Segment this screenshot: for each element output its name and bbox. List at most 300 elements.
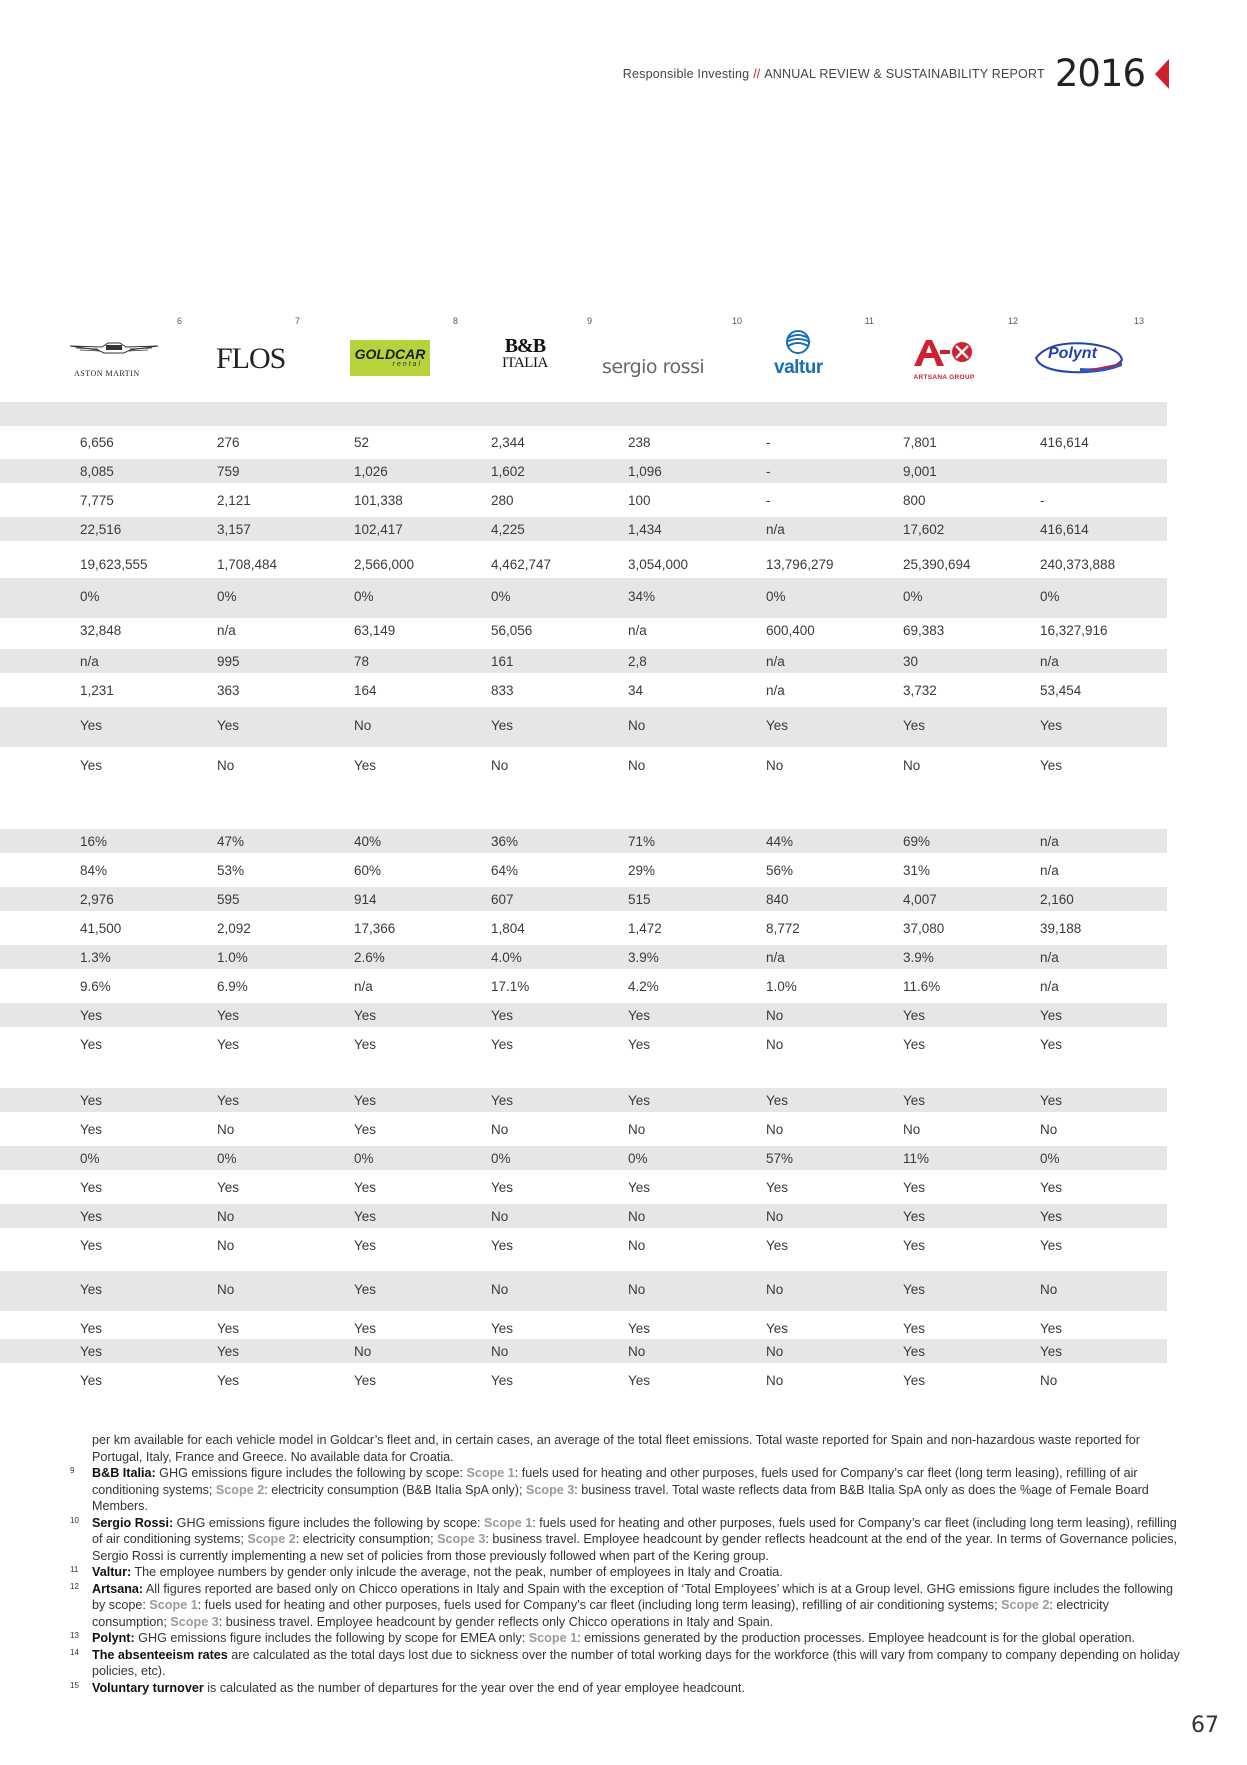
- table-cell: No: [628, 1282, 646, 1297]
- table-cell: 2,566,000: [354, 557, 415, 572]
- table-cell: Yes: [491, 1093, 514, 1108]
- table-cell: 164: [354, 683, 377, 698]
- table-cell: 759: [217, 464, 240, 479]
- table-cell: Yes: [491, 718, 514, 733]
- table-cell: No: [1040, 1282, 1058, 1297]
- table-cell: 1,804: [491, 921, 525, 936]
- report-title: ANNUAL REVIEW & SUSTAINABILITY REPORT: [764, 66, 1045, 81]
- table-cell: No: [217, 758, 235, 773]
- table-cell: No: [766, 1037, 784, 1052]
- footnote-15: 15 Voluntary turnover is calculated as the number of departures for the year over the end of year employee headcount.: [70, 1680, 745, 1695]
- table-cell: 1,434: [628, 522, 662, 537]
- table-cell: Yes: [354, 1093, 377, 1108]
- table-cell: Yes: [354, 1321, 377, 1336]
- table-cell: 3,732: [903, 683, 937, 698]
- table-cell: n/a: [766, 654, 785, 669]
- report-header: [623, 52, 1169, 95]
- table-cell: 1,096: [628, 464, 662, 479]
- table-cell: Yes: [903, 718, 926, 733]
- table-cell: 2,8: [628, 654, 647, 669]
- table-cell: -: [766, 435, 771, 450]
- table-cell: Yes: [766, 1238, 789, 1253]
- table-cell: No: [766, 1344, 784, 1359]
- table-cell: 2,092: [217, 921, 251, 936]
- table-cell: -: [1040, 493, 1045, 508]
- table-cell: 1.0%: [217, 950, 248, 965]
- flos-logo: FLOS: [216, 342, 286, 375]
- table-cell: Yes: [628, 1180, 651, 1195]
- table-cell: 1,472: [628, 921, 662, 936]
- table-cell: Yes: [80, 1209, 103, 1224]
- table-cell: Yes: [80, 718, 103, 733]
- table-cell: 53,454: [1040, 683, 1082, 698]
- table-row: [0, 858, 1167, 887]
- table-cell: Yes: [491, 1037, 514, 1052]
- table-cell: 16,327,916: [1040, 623, 1108, 638]
- table-cell: 9.6%: [80, 979, 111, 994]
- footnotes: [72, 1432, 1182, 1696]
- aston-martin-wordmark: ASTON MARTIN: [74, 369, 140, 378]
- table-cell: n/a: [766, 683, 785, 698]
- table-cell: n/a: [80, 654, 99, 669]
- table-cell: n/a: [1040, 863, 1059, 878]
- table-cell: Yes: [217, 1180, 240, 1195]
- table-cell: 995: [217, 654, 240, 669]
- table-cell: -: [766, 493, 771, 508]
- table-cell: Yes: [903, 1238, 926, 1253]
- sergio-rossi-logo: sergio rossi: [602, 356, 705, 378]
- table-cell: 6,656: [80, 435, 114, 450]
- table-cell: Yes: [80, 1180, 103, 1195]
- table-cell: Yes: [80, 1373, 103, 1388]
- table-cell: 39,188: [1040, 921, 1082, 936]
- table-cell: No: [1040, 1373, 1058, 1388]
- footnote-14: 14 The absenteeism rates are calculated as the total days lost due to sickness over the number of total working days for the workforce (this will vary from company to company depending on holiday policies, etc).: [70, 1647, 1180, 1678]
- table-cell: 78: [354, 654, 370, 669]
- table-cell: Yes: [80, 1321, 103, 1336]
- table-cell: No: [491, 1282, 509, 1297]
- table-row: [0, 829, 1167, 853]
- table-cell: Yes: [80, 1122, 103, 1137]
- table-cell: 47%: [217, 834, 245, 849]
- table-cell: 0%: [217, 1151, 237, 1166]
- footnote-10: 10 Sergio Rossi: GHG emissions figure includes the following by scope: Scope 1: fuels used for heating and other purposes, fuels used for Company’s car fleet (including long term leasing), refilling of air conditioning systems; Scope 2: electricity consumption; Scope 3: business travel. Employee headcount by gender reflects headcount at the end of the year. In terms of Governance policies, Sergio Rossi is currently implementing a new set of policies from those previously followed when part of the Kering group.: [70, 1515, 1178, 1563]
- footnote-8-continued: per km available for each vehicle model in Goldcar’s fleet and, in certain cases, an average of the total fleet emissions. Total waste reported for Spain and non-hazardous waste reported for Portugal, Italy, France and Greece. No available data for Croatia.: [92, 1433, 1140, 1464]
- table-cell: 31%: [903, 863, 931, 878]
- company-valtur: [760, 316, 880, 396]
- table-cell: No: [766, 758, 784, 773]
- table-row: [0, 1088, 1167, 1112]
- table-cell: Yes: [217, 1321, 240, 1336]
- table-cell: n/a: [354, 979, 373, 994]
- table-cell: No: [217, 1122, 235, 1137]
- table-row: [0, 1233, 1167, 1262]
- company-sergio-rossi: [600, 316, 748, 396]
- table-cell: 3.9%: [628, 950, 659, 965]
- footnote-12: 12 Artsana: All figures reported are based only on Chicco operations in Italy and Spain with the exception of ‘Total Employees’ which is at a Group level. GHG emissions figure includes the following by scope: Scope 1: fuels used for heating and other purposes, fuels used for Company’s car fleet (including long term leasing), refilling of air conditioning systems; Scope 2: electricity consumption; Scope 3: business travel. Employee headcount by gender reflects only Chicco operations in Italy and Spain.: [70, 1581, 1174, 1629]
- table-cell: 2.6%: [354, 950, 385, 965]
- table-cell: Yes: [1040, 1037, 1063, 1052]
- table-cell: 3.9%: [903, 950, 934, 965]
- table-cell: Yes: [766, 1321, 789, 1336]
- table-cell: Yes: [354, 1373, 377, 1388]
- table-row: [0, 887, 1167, 911]
- table-cell: 4,007: [903, 892, 937, 907]
- table-cell: 69,383: [903, 623, 945, 638]
- table-cell: Yes: [217, 718, 240, 733]
- table-cell: 84%: [80, 863, 108, 878]
- table-cell: Yes: [1040, 718, 1063, 733]
- table-cell: n/a: [1040, 834, 1059, 849]
- table-cell: 607: [491, 892, 514, 907]
- table-cell: Yes: [491, 1180, 514, 1195]
- table-cell: Yes: [354, 1238, 377, 1253]
- footnote-ref: 7: [294, 316, 300, 326]
- red-triangle-icon: [1155, 59, 1169, 89]
- table-cell: No: [628, 1344, 646, 1359]
- goldcar-subtext: rental: [392, 361, 422, 368]
- table-cell: 0%: [80, 1151, 100, 1166]
- table-row: [0, 1032, 1167, 1061]
- table-cell: 8,085: [80, 464, 114, 479]
- table-cell: Yes: [1040, 1008, 1063, 1023]
- table-cell: Yes: [903, 1037, 926, 1052]
- table-cell: 238: [628, 435, 651, 450]
- table-cell: 56,056: [491, 623, 533, 638]
- table-cell: 416,614: [1040, 522, 1089, 537]
- table-cell: 595: [217, 892, 240, 907]
- company-logos: [0, 316, 1170, 396]
- table-cell: No: [217, 1209, 235, 1224]
- table-cell: 17.1%: [491, 979, 530, 994]
- table-row: [0, 459, 1167, 483]
- table-cell: n/a: [628, 623, 647, 638]
- table-cell: Yes: [766, 718, 789, 733]
- section-title: Responsible Investing: [622, 66, 750, 81]
- footnote-13: 13 Polynt: GHG emissions figure includes the following by scope for EMEA only: Scope 1: emissions generated by the production processes. Employee headcount is for the global operation.: [70, 1631, 1136, 1645]
- table-cell: 1.0%: [766, 979, 797, 994]
- table-cell: 11%: [903, 1151, 930, 1166]
- table-row: [0, 1339, 1167, 1363]
- table-cell: 52: [354, 435, 370, 450]
- table-cell: No: [491, 758, 509, 773]
- table-cell: Yes: [80, 1344, 103, 1359]
- report-year: 2016: [1054, 52, 1145, 95]
- goldcar-wordmark: GOLDCAR: [354, 346, 426, 362]
- table-cell: 17,366: [354, 921, 396, 936]
- table-cell: Yes: [217, 1373, 240, 1388]
- table-cell: Yes: [1040, 1321, 1063, 1336]
- table-cell: Yes: [1040, 1093, 1063, 1108]
- table-cell: Yes: [1040, 758, 1063, 773]
- table-row: [0, 1175, 1167, 1204]
- company-polynt: [1030, 316, 1150, 396]
- table-cell: No: [354, 1344, 372, 1359]
- table-cell: Yes: [1040, 1238, 1063, 1253]
- table-cell: No: [628, 718, 646, 733]
- table-cell: Yes: [491, 1238, 514, 1253]
- table-cell: 515: [628, 892, 651, 907]
- table-cell: Yes: [628, 1373, 651, 1388]
- table-cell: 16%: [80, 834, 108, 849]
- table-cell: 280: [491, 493, 514, 508]
- table-cell: No: [766, 1008, 784, 1023]
- table-cell: 3,157: [217, 522, 251, 537]
- table-row: [0, 916, 1167, 945]
- table-cell: No: [628, 1122, 646, 1137]
- table-cell: No: [354, 718, 372, 733]
- table-cell: 7,801: [903, 435, 937, 450]
- table-cell: 71%: [628, 834, 656, 849]
- table-cell: No: [903, 1122, 921, 1137]
- valtur-wordmark: valtur: [774, 357, 823, 378]
- table-cell: Yes: [80, 1282, 103, 1297]
- table-cell: 2,121: [217, 493, 251, 508]
- table-cell: 9,001: [903, 464, 937, 479]
- table-cell: 240,373,888: [1040, 557, 1116, 572]
- table-cell: 40%: [354, 834, 382, 849]
- table-cell: 161: [491, 654, 514, 669]
- table-cell: Yes: [766, 1180, 789, 1195]
- table-cell: No: [903, 758, 921, 773]
- table-cell: Yes: [628, 1093, 651, 1108]
- table-cell: No: [491, 1122, 509, 1137]
- bb-italia-logo: [502, 336, 548, 371]
- table-cell: Yes: [903, 1008, 926, 1023]
- footnote-9: 9 B&B Italia: GHG emissions figure includes the following by scope: Scope 1: fuels used for heating and other purposes, fuels used for Company’s car fleet (long term leasing), refilling of air conditioning systems; Scope 2: electricity consumption (B&B Italia SpA only); Scope 3: business travel. Total waste reflects data from B&B Italia SpA only as does the %age of Female Board Members.: [70, 1466, 1149, 1513]
- table-cell: 32,848: [80, 623, 122, 638]
- table-cell: 1,708,484: [217, 557, 278, 572]
- table-cell: 36%: [491, 834, 519, 849]
- polynt-wordmark: Polynt: [1048, 345, 1097, 362]
- table-cell: Yes: [491, 1321, 514, 1336]
- table-cell: 100: [628, 493, 651, 508]
- table-cell: Yes: [80, 1008, 103, 1023]
- footnote-11: 11 Valtur: The employee numbers by gender only inlcude the average, not the peak, number of employees in Italy and Croatia.: [70, 1565, 783, 1579]
- table-cell: No: [628, 1238, 646, 1253]
- table-cell: -: [766, 464, 771, 479]
- table-cell: Yes: [903, 1209, 926, 1224]
- table-cell: Yes: [903, 1373, 926, 1388]
- table-cell: Yes: [903, 1180, 926, 1195]
- table-row: [0, 1117, 1167, 1146]
- company-flos: [186, 316, 306, 396]
- table-cell: 4.2%: [628, 979, 659, 994]
- table-cell: 4.0%: [491, 950, 522, 965]
- table-row: [0, 649, 1167, 673]
- table-cell: Yes: [80, 758, 103, 773]
- table-cell: 22,516: [80, 522, 122, 537]
- table-cell: 37,080: [903, 921, 945, 936]
- page-number: 67: [1191, 1713, 1219, 1738]
- footnote-ref: 8: [452, 316, 458, 326]
- table-cell: 0%: [217, 589, 237, 604]
- table-cell: Yes: [80, 1037, 103, 1052]
- table-cell: No: [217, 1238, 235, 1253]
- table-cell: 0%: [903, 589, 923, 604]
- table-cell: 0%: [80, 589, 100, 604]
- table-cell: No: [491, 1344, 509, 1359]
- artsana-wordmark: ARTSANA GROUP: [913, 374, 975, 381]
- table-cell: n/a: [1040, 654, 1059, 669]
- table-cell: n/a: [766, 950, 785, 965]
- aston-martin-logo: [68, 338, 160, 378]
- table-cell: Yes: [354, 1282, 377, 1297]
- table-cell: Yes: [628, 1037, 651, 1052]
- table-cell: Yes: [354, 1180, 377, 1195]
- table-cell: 19,623,555: [80, 557, 148, 572]
- table-row: [0, 707, 1167, 747]
- table-cell: 8,772: [766, 921, 800, 936]
- table-cell: Yes: [903, 1344, 926, 1359]
- table-cell: No: [1040, 1122, 1058, 1137]
- table-cell: No: [766, 1282, 784, 1297]
- table-cell: Yes: [491, 1373, 514, 1388]
- company-bb-italia: [478, 316, 598, 396]
- table-cell: No: [217, 1282, 235, 1297]
- footnote-ref: 10: [731, 316, 742, 326]
- table-cell: Yes: [354, 1122, 377, 1137]
- table-cell: 34%: [628, 589, 656, 604]
- table-cell: 63,149: [354, 623, 396, 638]
- table-cell: 34: [628, 683, 644, 698]
- table-cell: Yes: [628, 1008, 651, 1023]
- table-cell: 0%: [491, 1151, 511, 1166]
- table-cell: No: [491, 1209, 509, 1224]
- company-goldcar: [344, 316, 464, 396]
- table-cell: Yes: [217, 1008, 240, 1023]
- table-cell: Yes: [217, 1093, 240, 1108]
- table-cell: 0%: [491, 589, 511, 604]
- footnote-ref: 6: [176, 316, 182, 326]
- bb-wordmark: B&B: [504, 335, 546, 357]
- table-cell: Yes: [354, 1209, 377, 1224]
- table-cell: 0%: [1040, 1151, 1060, 1166]
- company-artsana: [904, 316, 1024, 396]
- table-cell: 41,500: [80, 921, 122, 936]
- table-cell: Yes: [80, 1238, 103, 1253]
- table-cell: 1,231: [80, 683, 114, 698]
- table-cell: 4,462,747: [491, 557, 552, 572]
- table-row: [0, 618, 1167, 649]
- table-cell: Yes: [491, 1008, 514, 1023]
- artsana-logo: [910, 338, 978, 381]
- table-cell: 64%: [491, 863, 519, 878]
- table-cell: n/a: [217, 623, 236, 638]
- table-cell: 25,390,694: [903, 557, 971, 572]
- table-row: [0, 1003, 1167, 1027]
- table-cell: Yes: [903, 1321, 926, 1336]
- table-cell: Yes: [217, 1344, 240, 1359]
- table-cell: 53%: [217, 863, 245, 878]
- table-cell: 2,344: [491, 435, 525, 450]
- table-cell: Yes: [354, 1008, 377, 1023]
- table-cell: 800: [903, 493, 926, 508]
- table-row: [0, 974, 1167, 1003]
- artsana-a-icon: [910, 338, 978, 368]
- table-row: [0, 1204, 1167, 1228]
- table-cell: 2,976: [80, 892, 114, 907]
- table-row: [0, 1368, 1167, 1397]
- table-row: [0, 747, 1167, 787]
- table-cell: n/a: [1040, 950, 1059, 965]
- table-cell: 1,602: [491, 464, 525, 479]
- table-cell: 69%: [903, 834, 931, 849]
- table-cell: Yes: [766, 1093, 789, 1108]
- footnote-ref: 12: [1007, 316, 1018, 326]
- table-cell: 2,160: [1040, 892, 1074, 907]
- valtur-swirl-icon: [780, 330, 816, 354]
- table-cell: 0%: [354, 1151, 374, 1166]
- table-row: [0, 1271, 1167, 1311]
- table-row: [0, 1146, 1167, 1170]
- table-cell: 44%: [766, 834, 794, 849]
- footnote-ref: 9: [586, 316, 592, 326]
- table-cell: Yes: [1040, 1209, 1063, 1224]
- table-cell: 840: [766, 892, 789, 907]
- table-cell: 4,225: [491, 522, 525, 537]
- table-cell: 276: [217, 435, 240, 450]
- table-cell: 102,417: [354, 522, 403, 537]
- table-cell: 600,400: [766, 623, 815, 638]
- table-row: [0, 402, 1167, 426]
- table-cell: 17,602: [903, 522, 945, 537]
- table-row: [0, 517, 1167, 541]
- table-cell: Yes: [1040, 1180, 1063, 1195]
- table-cell: 1.3%: [80, 950, 111, 965]
- table-row: [0, 945, 1167, 969]
- table-cell: 1,026: [354, 464, 388, 479]
- table-cell: Yes: [217, 1037, 240, 1052]
- valtur-logo: [774, 330, 823, 377]
- table-cell: 6.9%: [217, 979, 248, 994]
- table-cell: 30: [903, 654, 919, 669]
- table-cell: No: [628, 758, 646, 773]
- table-cell: n/a: [766, 522, 785, 537]
- table-cell: Yes: [80, 1093, 103, 1108]
- table-row: [0, 578, 1167, 618]
- table-cell: 0%: [354, 589, 374, 604]
- table-cell: Yes: [903, 1093, 926, 1108]
- goldcar-logo: [350, 340, 430, 376]
- table-cell: 833: [491, 683, 514, 698]
- footnote-ref: 11: [864, 316, 874, 326]
- table-cell: No: [766, 1122, 784, 1137]
- table-cell: 416,614: [1040, 435, 1089, 450]
- company-aston-martin: [68, 316, 188, 396]
- table-cell: 57%: [766, 1151, 794, 1166]
- table-cell: 914: [354, 892, 377, 907]
- table-cell: Yes: [354, 1037, 377, 1052]
- table-cell: No: [766, 1209, 784, 1224]
- footnote-ref: 13: [1133, 316, 1144, 326]
- wings-icon: [68, 338, 160, 360]
- polynt-logo: [1030, 340, 1126, 381]
- table-cell: Yes: [354, 758, 377, 773]
- table-cell: 0%: [628, 1151, 648, 1166]
- table-cell: 56%: [766, 863, 794, 878]
- table-cell: 7,775: [80, 493, 114, 508]
- table-cell: Yes: [1040, 1344, 1063, 1359]
- table-cell: 3,054,000: [628, 557, 689, 572]
- table-cell: Yes: [903, 1282, 926, 1297]
- table-row: [0, 488, 1167, 517]
- table-cell: 101,338: [354, 493, 403, 508]
- table-row: [0, 678, 1167, 707]
- table-cell: 60%: [354, 863, 382, 878]
- table-cell: 13,796,279: [766, 557, 834, 572]
- italia-wordmark: ITALIA: [502, 355, 548, 371]
